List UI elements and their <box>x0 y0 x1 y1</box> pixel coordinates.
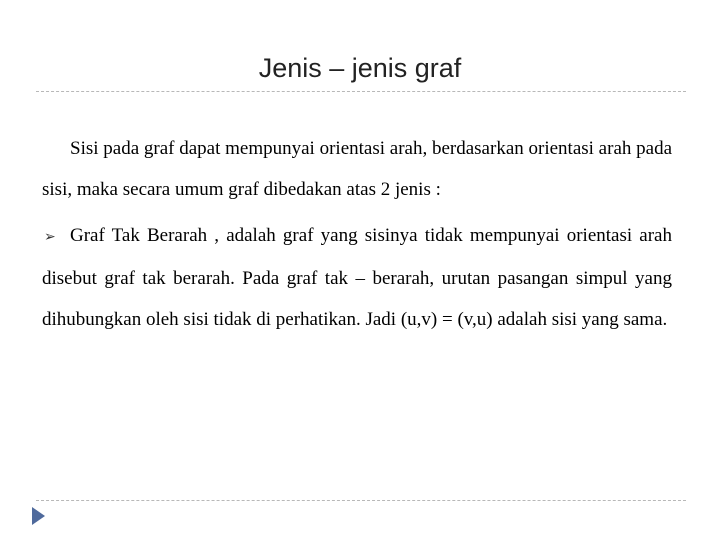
arrow-bullet-icon: ➢ <box>44 229 56 245</box>
bullet-item <box>42 215 672 340</box>
top-divider <box>36 91 686 92</box>
bullet-text: Graf Tak Berarah , adalah graf yang sisinya tidak mempunyai orientasi arah disebut graf tak berarah. Pada graf tak – berarah, urutan pasangan simpul yang dihubungkan oleh sisi tidak di perhatikan. Jadi (u,v) = (v,u) adalah sisi yang sama. <box>42 225 672 330</box>
play-triangle-icon[interactable] <box>32 507 45 525</box>
bottom-divider <box>36 500 686 501</box>
slide-body <box>42 128 672 340</box>
slide-title: Jenis – jenis graf <box>258 53 462 83</box>
intro-paragraph: Sisi pada graf dapat mempunyai orientasi arah, berdasarkan orientasi arah pada sisi, maka secara umum graf dibedakan atas 2 jenis : <box>42 138 672 200</box>
